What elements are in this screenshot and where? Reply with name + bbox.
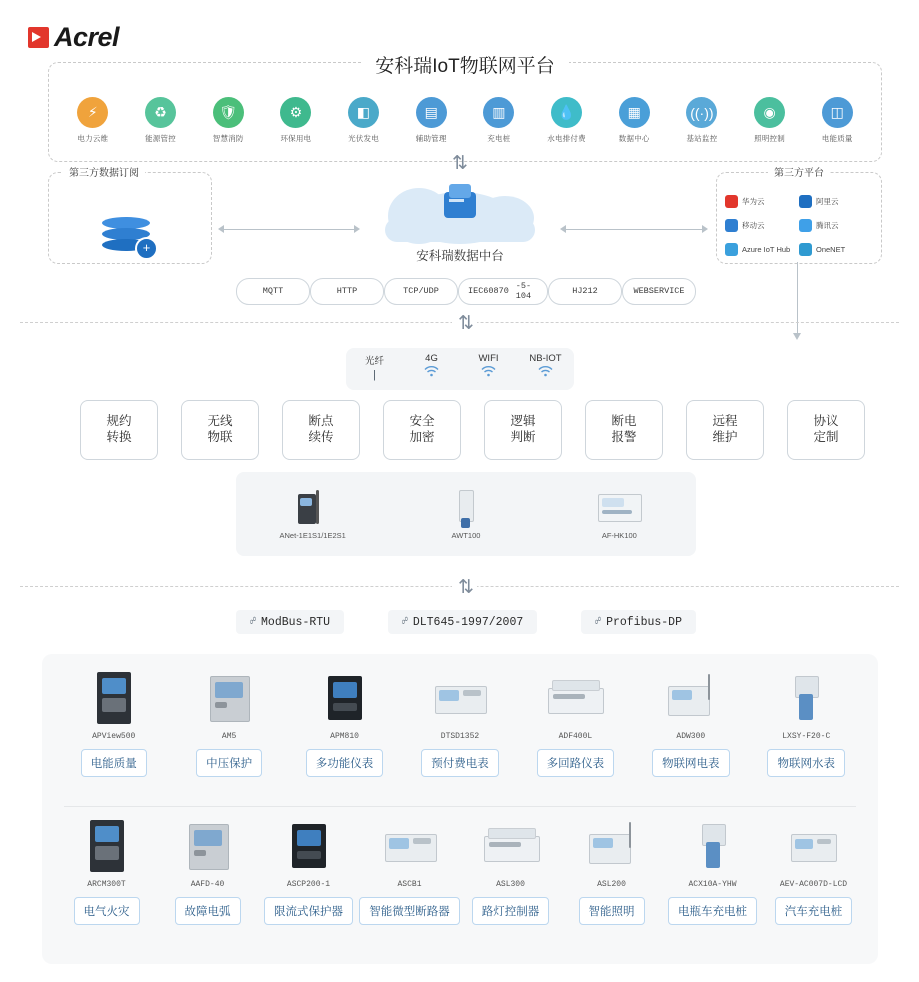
product-card[interactable] — [749, 670, 864, 777]
platform-app-1[interactable] — [59, 97, 127, 144]
product-model: APM810 — [330, 732, 359, 741]
water-power-pay-icon: 💧 — [551, 97, 582, 128]
bus-protocol-list — [236, 610, 696, 634]
network-type-1 — [346, 348, 403, 390]
product-model: ASCP200-1 — [286, 880, 331, 889]
third-party-platform-box — [716, 168, 882, 264]
network-label: 4G — [425, 353, 438, 364]
wireless-module-icon — [441, 488, 491, 528]
smart-mcb-icon — [379, 818, 441, 876]
protocol-pill-2[interactable]: HTTP — [310, 278, 384, 305]
product-card[interactable] — [460, 818, 561, 925]
platform-app-label: 水电排付费 — [547, 134, 586, 143]
platform-app-label: 电力云维 — [77, 134, 109, 143]
platform-app-label: 能源管控 — [145, 134, 176, 143]
product-model: ASCB1 — [397, 880, 422, 889]
product-tag[interactable]: 故障电弧 — [175, 897, 241, 925]
product-card[interactable] — [359, 818, 460, 925]
wifi-signal-icon — [403, 366, 460, 380]
charging-pile-icon: ▥ — [483, 97, 514, 128]
cloud-data-icon — [376, 182, 544, 244]
feature-box-3: 断点 续传 — [282, 400, 360, 460]
protection-relay-icon — [198, 670, 260, 728]
platform-app-label: 智慧消防 — [212, 134, 244, 143]
platform-app-7[interactable] — [465, 97, 533, 144]
platform-app-label: 环保用电 — [280, 134, 312, 143]
third-party-item-1[interactable] — [725, 189, 799, 213]
third-party-label: 腾讯云 — [816, 220, 839, 230]
protocol-pill-5[interactable]: HJ212 — [548, 278, 622, 305]
acrel-logo-icon — [28, 27, 49, 48]
platform-app-label: 照明控制 — [754, 134, 785, 143]
product-model: ASL300 — [496, 880, 525, 889]
fiber-icon: | — [373, 369, 376, 381]
power-quality-icon: ◫ — [822, 97, 853, 128]
third-party-item-4[interactable] — [799, 213, 873, 237]
sync-arrow-icon-2: ⇅ — [452, 312, 477, 335]
network-label: WIFI — [478, 353, 499, 364]
gateway-model: AF-HK100 — [601, 531, 637, 540]
product-card[interactable] — [56, 818, 157, 925]
iot-meter-icon — [660, 670, 722, 728]
ebike-charger-icon — [682, 818, 744, 876]
network-label: NB-IOT — [529, 353, 562, 364]
database-plus-icon: + — [102, 217, 158, 259]
product-model: DTSD1352 — [440, 732, 480, 741]
third-party-label: 移动云 — [742, 220, 765, 230]
product-tag[interactable]: 智能照明 — [579, 897, 645, 925]
platform-app-12[interactable] — [803, 97, 871, 144]
base-station-icon: ((·)) — [686, 97, 717, 128]
product-card[interactable] — [287, 670, 402, 777]
product-model: APView500 — [92, 732, 136, 741]
product-model: LXSY-F20-C — [782, 732, 831, 741]
gateway-device-2[interactable] — [389, 472, 542, 556]
product-tag[interactable]: 路灯控制器 — [472, 897, 550, 925]
platform-app-2[interactable] — [127, 97, 195, 144]
gateway-device-3[interactable] — [543, 472, 696, 556]
brand-logo — [28, 22, 119, 53]
product-card[interactable] — [561, 818, 662, 925]
mobile-cloud-icon — [725, 219, 738, 232]
product-tag[interactable]: 电瓶车充电桩 — [668, 897, 757, 925]
bus-label: Profibus-DP — [606, 615, 682, 629]
platform-app-label: 充电桩 — [487, 134, 511, 143]
product-model: AAFD-40 — [190, 880, 225, 889]
data-center-icon: ▦ — [619, 97, 650, 128]
platform-app-list — [59, 97, 871, 144]
protocol-pill-3[interactable]: TCP/UDP — [384, 278, 458, 305]
huawei-cloud-icon — [725, 195, 738, 208]
feature-box-4: 安全 加密 — [383, 400, 461, 460]
third-party-item-5[interactable] — [725, 237, 799, 261]
product-card[interactable] — [171, 670, 286, 777]
electric-fire-detector-icon — [76, 818, 138, 876]
network-types-box — [346, 348, 574, 390]
azure-iot-icon — [725, 243, 738, 256]
third-party-label: OneNET — [816, 244, 846, 254]
multifunction-meter-icon — [314, 670, 376, 728]
product-card[interactable] — [763, 818, 864, 925]
bus-label: DLT645-1997/2007 — [412, 615, 524, 629]
product-card[interactable] — [258, 818, 359, 925]
cloud-label: 安科瑞数据中台 — [416, 249, 504, 263]
product-tag[interactable]: 电能质量 — [81, 749, 147, 777]
protocol-pill-1[interactable]: MQTT — [236, 278, 310, 305]
product-tag[interactable]: 多回路仪表 — [537, 749, 615, 777]
link-icon: ☍ — [401, 617, 408, 628]
product-model: ARCM300T — [87, 880, 126, 889]
product-model: AM5 — [221, 732, 237, 741]
bus-protocol-1[interactable] — [236, 610, 344, 634]
network-label: 光纤 — [364, 356, 384, 367]
platform-app-9[interactable] — [600, 97, 668, 144]
gateway-device-1[interactable] — [236, 472, 389, 556]
platform-app-3[interactable] — [194, 97, 262, 144]
multicircuit-meter-icon — [544, 670, 606, 728]
gateway-model: AWT100 — [451, 531, 481, 540]
street-light-controller-icon — [480, 818, 542, 876]
power-cloud-icon: ⚡ — [77, 97, 108, 128]
product-tag[interactable]: 预付费电表 — [421, 749, 499, 777]
product-row-1 — [56, 670, 864, 777]
third-party-logo-list — [725, 189, 873, 261]
current-limit-protector-icon — [278, 818, 340, 876]
platform-app-4[interactable] — [262, 97, 330, 144]
wifi-signal-icon — [517, 366, 574, 380]
product-card[interactable] — [402, 670, 517, 777]
product-tag[interactable]: 中压保护 — [196, 749, 262, 777]
protocol-pill-6[interactable]: WEBSERVICE — [622, 278, 696, 305]
third-party-item-6[interactable] — [799, 237, 873, 261]
sync-arrow-icon-1: ⇅ — [452, 153, 465, 174]
platform-app-10[interactable] — [668, 97, 736, 144]
third-party-title: 第三方平台 — [768, 164, 830, 179]
arrow-subscription-cloud — [218, 222, 360, 236]
din-rail-meter-icon — [429, 670, 491, 728]
product-tag[interactable]: 物联网电表 — [652, 749, 730, 777]
platform-app-label: 数据中心 — [618, 134, 650, 143]
bus-protocol-2[interactable] — [388, 610, 537, 634]
product-tag[interactable]: 汽车充电桩 — [775, 897, 853, 925]
smart-lighting-icon — [581, 818, 643, 876]
product-row-2 — [56, 818, 864, 925]
bus-protocol-3[interactable] — [581, 610, 696, 634]
feature-box-5: 逻辑 判断 — [484, 400, 562, 460]
energy-control-icon: ♻ — [145, 97, 176, 128]
platform-app-6[interactable] — [397, 97, 465, 144]
photovoltaic-icon: ◧ — [348, 97, 379, 128]
iot-water-meter-icon — [775, 670, 837, 728]
platform-app-label: 电能质量 — [821, 134, 853, 143]
link-icon: ☍ — [250, 617, 257, 628]
platform-app-label: 基站监控 — [686, 134, 718, 143]
third-party-label: 阿里云 — [816, 196, 839, 206]
product-model: AEV-AC007D-LCD — [779, 880, 848, 889]
assist-manage-icon: ▤ — [416, 97, 447, 128]
product-model: ADF400L — [558, 732, 593, 741]
bus-label: ModBus-RTU — [261, 615, 331, 629]
lighting-control-icon: ◉ — [754, 97, 785, 128]
platform-app-11[interactable] — [736, 97, 804, 144]
rail-gateway-icon — [594, 488, 644, 528]
network-type-3 — [460, 348, 517, 390]
third-party-label: 华为云 — [742, 196, 765, 206]
platform-band — [48, 56, 882, 162]
sync-arrow-icon-3: ⇅ — [452, 576, 477, 599]
fire-safety-icon: 🛡 — [213, 97, 244, 128]
connector-line-right-top — [797, 262, 798, 320]
third-party-subscription-box — [48, 168, 212, 264]
onenet-icon — [799, 243, 812, 256]
product-tag[interactable]: 智能微型断路器 — [359, 897, 460, 925]
aliyun-icon — [799, 195, 812, 208]
network-type-2 — [403, 348, 460, 390]
link-icon: ☍ — [595, 617, 602, 628]
subscription-title: 第三方数据订阅 — [63, 164, 145, 179]
platform-app-5[interactable] — [330, 97, 398, 144]
network-type-4 — [517, 348, 574, 390]
product-model: ACX10A-YHW — [688, 880, 737, 889]
brand-name: Acrel — [54, 22, 120, 52]
feature-box-8: 协议 定制 — [787, 400, 865, 460]
protocol-pill-list — [236, 278, 696, 305]
ev-charger-icon — [783, 818, 845, 876]
platform-app-label: 辅助管理 — [415, 134, 447, 143]
product-model: ADW300 — [676, 732, 706, 741]
product-model: ASL200 — [597, 880, 626, 889]
product-tag[interactable]: 多功能仪表 — [306, 749, 384, 777]
data-platform-cloud — [370, 182, 550, 277]
feature-box-7: 远程 维护 — [686, 400, 764, 460]
platform-app-label: 光伏发电 — [348, 134, 379, 143]
product-grid — [42, 654, 878, 964]
feature-box-2: 无线 物联 — [181, 400, 259, 460]
page-title: 安科瑞IoT物联网平台 — [49, 51, 881, 78]
tencent-cloud-icon — [799, 219, 812, 232]
product-row-divider — [64, 806, 856, 807]
product-tag[interactable]: 物联网水表 — [767, 749, 845, 777]
third-party-item-2[interactable] — [799, 189, 873, 213]
product-card[interactable] — [56, 670, 171, 777]
environment-power-icon: ⚙ — [280, 97, 311, 128]
product-tag[interactable]: 限流式保护器 — [264, 897, 353, 925]
gateway-model: ANet-1E1S1/1E2S1 — [279, 531, 346, 540]
product-card[interactable] — [157, 818, 258, 925]
product-card[interactable] — [662, 818, 763, 925]
third-party-label: Azure IoT Hub — [742, 244, 791, 254]
arc-fault-icon — [177, 818, 239, 876]
gateway-device-band — [236, 472, 696, 556]
platform-app-8[interactable] — [533, 97, 601, 144]
product-card[interactable] — [518, 670, 633, 777]
connector-arrow-down — [793, 333, 801, 340]
gateway-antenna-icon — [288, 488, 338, 528]
wifi-signal-icon — [460, 366, 517, 380]
panel-meter-icon — [83, 670, 145, 728]
product-tag[interactable]: 电气火灾 — [74, 897, 140, 925]
arrow-cloud-thirdparty — [560, 222, 708, 236]
third-party-item-3[interactable] — [725, 213, 799, 237]
feature-box-1: 规约 转换 — [80, 400, 158, 460]
feature-box-6: 断电 报警 — [585, 400, 663, 460]
protocol-pill-4[interactable]: IEC60870 -5-104 — [458, 278, 548, 305]
product-card[interactable] — [633, 670, 748, 777]
